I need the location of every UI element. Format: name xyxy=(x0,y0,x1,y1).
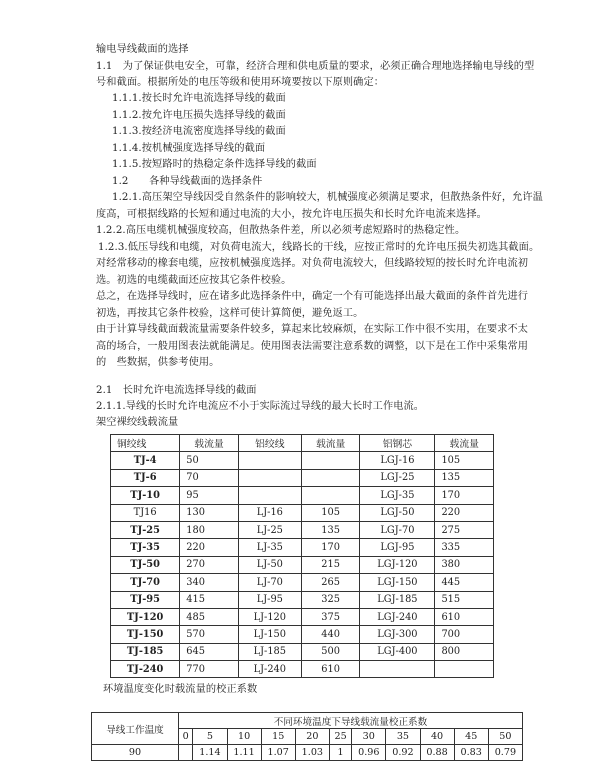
criteria-item: 1.1.1.按长时允许电流选择导线的截面 xyxy=(112,93,286,104)
table-row xyxy=(111,608,494,625)
table-cell: TJ-4 xyxy=(111,452,180,469)
table-cell: TJ-185 xyxy=(111,643,180,660)
temperature-cell: 30 xyxy=(352,729,386,745)
table-cell: 1 xyxy=(329,745,351,761)
table-cell: 485 xyxy=(180,608,238,625)
table-cell: 180 xyxy=(180,521,238,538)
table-row xyxy=(111,452,494,469)
table-caption: 环境温度变化时载流量的校正系数 xyxy=(103,684,258,695)
table-cell: 0.83 xyxy=(454,745,488,761)
table-cell: 0.79 xyxy=(488,745,522,761)
paragraph-2-1-1: 2.1.1.导线的长时允许电流应不小于实际流过导线的最大长时工作电流。 xyxy=(96,401,425,412)
table-cell: 105 xyxy=(435,452,494,469)
table-cell xyxy=(238,487,301,504)
column-header: 载流量 xyxy=(180,435,238,452)
table-row xyxy=(111,469,494,486)
table-cell: TJ-10 xyxy=(111,487,180,504)
table-cell: TJ-35 xyxy=(111,539,180,556)
table-cell: 135 xyxy=(301,521,359,538)
table-cell: LGJ-70 xyxy=(360,521,435,538)
note-paragraph: 由于计算导线截面载流量需要条件较多，算起来比较麻烦，在实际工作中很不实用，在要求不太 xyxy=(96,324,529,335)
table-cell: TJ-6 xyxy=(111,469,180,486)
table-cell: 170 xyxy=(435,487,494,504)
column-header: 铜绞线 xyxy=(111,435,180,452)
table-cell xyxy=(301,469,359,486)
table-cell: 415 xyxy=(180,591,238,608)
table-cell: LJ-120 xyxy=(238,608,301,625)
table-row xyxy=(111,487,494,504)
table-cell: 700 xyxy=(435,626,494,643)
table-cell: LGJ-95 xyxy=(360,539,435,556)
table-cell: LGJ-185 xyxy=(360,591,435,608)
table-cell: 50 xyxy=(180,452,238,469)
group-header: 不同环境温度下导线载流量校正系数 xyxy=(179,713,523,729)
table-cell: 70 xyxy=(180,469,238,486)
paragraph-1-2-2: 1.2.2.高压电缆机械强度较高，但散热条件差，所以必须考虑短路时的热稳定性。 xyxy=(96,225,466,236)
table-cell: 445 xyxy=(435,574,494,591)
table-cell: 220 xyxy=(180,539,238,556)
table-cell xyxy=(360,661,435,678)
table-cell: TJ-150 xyxy=(111,626,180,643)
table-cell: 275 xyxy=(435,521,494,538)
table-cell: LJ-185 xyxy=(238,643,301,660)
table-cell xyxy=(301,487,359,504)
temperature-cell: 10 xyxy=(227,729,261,745)
intro-line-1: 1.1 为了保证供电安全，可靠，经济合理和供电质量的要求，必须正确合理地选择输电导线的型 xyxy=(96,61,535,72)
table-cell: LJ-70 xyxy=(238,574,301,591)
column-header: 载流量 xyxy=(301,435,359,452)
table-row xyxy=(92,745,523,761)
table-row xyxy=(111,504,494,521)
table-cell: 220 xyxy=(435,504,494,521)
table-cell: LGJ-240 xyxy=(360,608,435,625)
table-cell: 215 xyxy=(301,556,359,573)
criteria-item: 1.1.3.按经济电流密度选择导线的截面 xyxy=(112,126,286,137)
table-cell: 610 xyxy=(301,661,359,678)
section-heading: 1.2 各种导线截面的选择条件 xyxy=(112,176,263,187)
temperature-cell: 50 xyxy=(488,729,522,745)
table-cell: 645 xyxy=(180,643,238,660)
table-cell: LJ-150 xyxy=(238,626,301,643)
conductor-ampacity-table xyxy=(110,434,494,678)
note-paragraph: 的 些数据，供参考使用。 xyxy=(96,357,220,368)
table-cell: 1.14 xyxy=(193,745,227,761)
table-cell: 135 xyxy=(435,469,494,486)
table-row xyxy=(111,626,494,643)
table-cell: 1.11 xyxy=(227,745,261,761)
table-cell: LGJ-400 xyxy=(360,643,435,660)
note-paragraph: 高的场合，一般用图表法就能满足。使用图表法需要注意系数的调整，以下是在工作中采集常用 xyxy=(96,341,529,352)
temperature-cell: 5 xyxy=(193,729,227,745)
table-cell: 325 xyxy=(301,591,359,608)
table-cell: TJ16 xyxy=(111,504,180,521)
table-cell: 270 xyxy=(180,556,238,573)
table-cell: TJ-120 xyxy=(111,608,180,625)
table-cell: TJ-240 xyxy=(111,661,180,678)
document-title: 输电导线截面的选择 xyxy=(96,44,189,55)
table-cell: TJ-50 xyxy=(111,556,180,573)
table-header-row xyxy=(111,435,494,452)
table-cell: 500 xyxy=(301,643,359,660)
row-header: 导线工作温度 xyxy=(92,713,179,745)
summary-paragraph: 总之，在选择导线时，应在诸多此选择条件中，确定一个有可能选择出最大截面的条件首先进行 xyxy=(96,291,529,302)
table-cell: TJ-95 xyxy=(111,591,180,608)
table-cell: 265 xyxy=(301,574,359,591)
table-cell: 380 xyxy=(435,556,494,573)
column-header: 铝绞线 xyxy=(238,435,301,452)
temperature-cell: 35 xyxy=(386,729,420,745)
table-caption: 架空裸绞线载流量 xyxy=(96,417,179,428)
table-cell: TJ-70 xyxy=(111,574,180,591)
paragraph-1-2-3: 1.2.3.低压导线和电缆，对负荷电流大，线路长的干线，应按正常时的允许电压损失初选其截面。 xyxy=(98,242,540,253)
column-header: 载流量 xyxy=(435,435,494,452)
criteria-item: 1.1.5.按短路时的热稳定条件选择导线的截面 xyxy=(112,159,317,170)
table-cell xyxy=(301,452,359,469)
paragraph-1-2-1: 1.2.1.高压架空导线因受自然条件的影响较大，机械强度必须满足要求，但散热条件好，允许温 xyxy=(112,192,543,203)
table-cell: 440 xyxy=(301,626,359,643)
table-row xyxy=(111,661,494,678)
temperature-cell: 40 xyxy=(420,729,454,745)
criteria-item: 1.1.4.按机械强度选择导线的截面 xyxy=(112,143,266,154)
table-cell xyxy=(238,452,301,469)
table-cell: LJ-240 xyxy=(238,661,301,678)
table-cell: LJ-95 xyxy=(238,591,301,608)
table-row xyxy=(111,643,494,660)
temperature-cell: 45 xyxy=(454,729,488,745)
table-row xyxy=(111,556,494,573)
table-cell: 0.92 xyxy=(386,745,420,761)
table-cell: LGJ-25 xyxy=(360,469,435,486)
table-cell: 770 xyxy=(180,661,238,678)
table-cell xyxy=(179,745,193,761)
table-cell: 800 xyxy=(435,643,494,660)
table-cell: LJ-16 xyxy=(238,504,301,521)
column-header: 铝钢芯 xyxy=(360,435,435,452)
temperature-correction-table xyxy=(91,712,523,761)
table-cell xyxy=(435,661,494,678)
table-row xyxy=(111,539,494,556)
table-cell: LJ-25 xyxy=(238,521,301,538)
table-cell: LJ-35 xyxy=(238,539,301,556)
table-cell: 130 xyxy=(180,504,238,521)
table-row xyxy=(111,521,494,538)
table-row xyxy=(111,591,494,608)
table-cell: 610 xyxy=(435,608,494,625)
table-cell: 340 xyxy=(180,574,238,591)
table-cell: 170 xyxy=(301,539,359,556)
table-cell: LGJ-16 xyxy=(360,452,435,469)
temperature-cell: 15 xyxy=(261,729,295,745)
table-cell: 90 xyxy=(92,745,179,761)
paragraph-1-2-3: 对经常移动的橡套电缆，应按机械强度选择。对负荷电流较大，但线路较短的按长时允许电流初 xyxy=(96,258,529,269)
temperature-cell: 20 xyxy=(295,729,329,745)
table-cell: TJ-25 xyxy=(111,521,180,538)
criteria-item: 1.1.2.按允许电压损失选择导线的截面 xyxy=(112,110,286,121)
table-cell: 335 xyxy=(435,539,494,556)
temperature-cell: 25 xyxy=(329,729,351,745)
table-cell: 1.03 xyxy=(295,745,329,761)
table-cell xyxy=(238,469,301,486)
table-cell: 95 xyxy=(180,487,238,504)
table-cell: 105 xyxy=(301,504,359,521)
temperature-cell: 0 xyxy=(179,729,193,745)
table-cell: LJ-50 xyxy=(238,556,301,573)
table-cell: LGJ-150 xyxy=(360,574,435,591)
table-cell: LGJ-50 xyxy=(360,504,435,521)
summary-paragraph: 初选，再按其它条件校验，这样可使计算简便，避免返工。 xyxy=(96,308,364,319)
table-row xyxy=(111,574,494,591)
table-cell: LGJ-35 xyxy=(360,487,435,504)
table-cell: 1.07 xyxy=(261,745,295,761)
table-cell: 375 xyxy=(301,608,359,625)
table-cell: 515 xyxy=(435,591,494,608)
table-cell: LGJ-300 xyxy=(360,626,435,643)
table-cell: 0.88 xyxy=(420,745,454,761)
table-header-row xyxy=(92,713,523,729)
table-cell: 570 xyxy=(180,626,238,643)
paragraph-1-2-1: 度高，可根据线路的长短和通过电流的大小，按允许电压损失和长时允许电流来选择。 xyxy=(96,209,487,220)
intro-line-2: 号和截面。根据所处的电压等级和使用环境要按以下原则确定： xyxy=(96,77,385,88)
paragraph-1-2-3: 选。初选的电缆截面还应按其它条件校验。 xyxy=(96,275,292,286)
table-cell: LGJ-120 xyxy=(360,556,435,573)
table-cell: 0.96 xyxy=(352,745,386,761)
section-heading: 2.1 长时允许电流选择导线的截面 xyxy=(96,385,257,396)
